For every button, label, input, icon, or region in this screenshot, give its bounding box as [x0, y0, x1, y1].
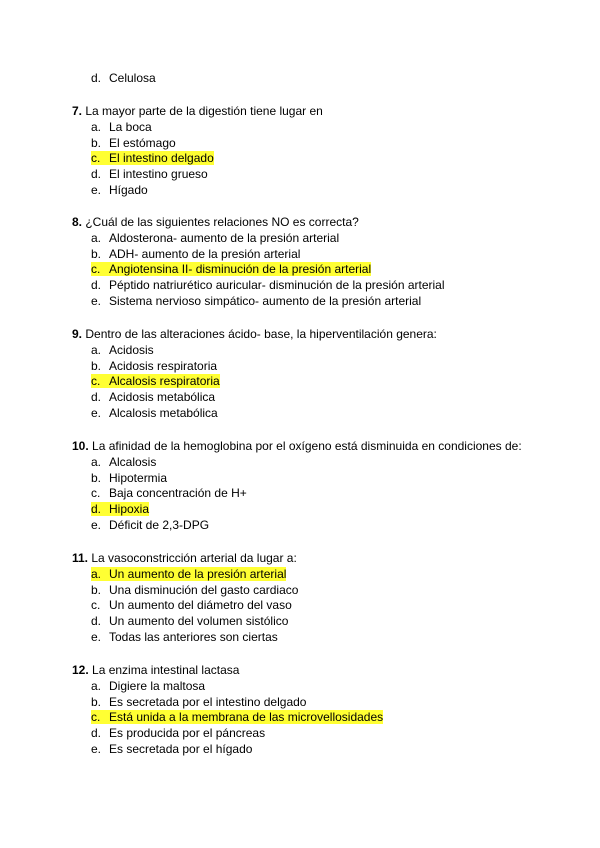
option-letter: c.	[91, 262, 101, 277]
option-text: Acidosis respiratoria	[109, 358, 218, 373]
option-text: Alcalosis respiratoria	[109, 374, 220, 389]
question-title	[72, 104, 592, 120]
option-b	[72, 583, 592, 599]
option-letter: a.	[91, 678, 102, 693]
option-a	[72, 343, 592, 359]
orphan-option	[91, 71, 156, 87]
option-c-highlighted	[72, 710, 592, 726]
option-text: El intestino grueso	[109, 167, 208, 182]
option-text: Alcalosis metabólica	[109, 405, 218, 420]
option-letter: c.	[91, 598, 101, 613]
option-letter: d.	[91, 502, 102, 517]
question-number: 12.	[72, 663, 89, 677]
option-a	[72, 455, 592, 471]
question-title	[72, 551, 592, 567]
option-d	[72, 390, 592, 406]
option-letter: d.	[91, 614, 102, 629]
option-letter: b.	[91, 358, 102, 373]
option-d	[72, 167, 592, 183]
option-c	[72, 486, 592, 502]
option-text: El intestino delgado	[109, 151, 214, 166]
option-a	[72, 231, 592, 247]
option-letter: c.	[91, 374, 101, 389]
option-text: Es producida por el páncreas	[109, 726, 266, 741]
question-text: La mayor parte de la digestión tiene lugar en	[82, 104, 323, 118]
option-b	[72, 136, 592, 152]
question-title	[72, 663, 592, 679]
option-letter: a.	[91, 342, 102, 357]
option-e	[72, 183, 592, 199]
option-text: La boca	[109, 119, 152, 134]
option-d-highlighted	[72, 502, 592, 518]
option-e	[72, 294, 592, 310]
question-number: 11.	[72, 551, 89, 565]
option-letter: d.	[91, 726, 102, 741]
option-text: El estómago	[109, 135, 176, 150]
option-text: Un aumento del volumen sistólico	[109, 614, 289, 629]
option-letter: b.	[91, 135, 102, 150]
option-letter: e.	[91, 405, 102, 420]
option-letter: a.	[91, 119, 102, 134]
option-list	[72, 455, 592, 534]
option-letter: e.	[91, 182, 102, 197]
question-text: Dentro de las alteraciones ácido- base, la hiperventilación genera:	[82, 327, 437, 341]
option-b	[72, 695, 592, 711]
option-b	[72, 359, 592, 375]
option-text: Aldosterona- aumento de la presión arterial	[109, 230, 340, 245]
question-text: La afinidad de la hemoglobina por el oxígeno está disminuida en condiciones de:	[88, 439, 522, 453]
question-title	[72, 215, 592, 231]
option-text: Una disminución del gasto cardiaco	[109, 582, 299, 597]
option-text: Es secretada por el hígado	[109, 741, 253, 756]
option-letter: a.	[91, 454, 102, 469]
option-d	[72, 278, 592, 294]
question-title	[72, 327, 592, 343]
option-letter: e.	[91, 741, 102, 756]
option-text: ADH- aumento de la presión arterial	[109, 246, 301, 261]
option-text: Alcalosis	[109, 454, 157, 469]
question-9	[72, 327, 592, 422]
option-letter: d.	[91, 71, 102, 85]
option-c-highlighted	[72, 151, 592, 167]
option-list	[72, 120, 592, 199]
question-text: ¿Cuál de las siguientes relaciones NO es correcta?	[82, 215, 359, 229]
question-text: La vasoconstricción arterial da lugar a:	[88, 551, 297, 565]
option-letter: b.	[91, 470, 102, 485]
question-text: La enzima intestinal lactasa	[88, 663, 240, 677]
option-c-highlighted	[72, 374, 592, 390]
option-text: Hipotermia	[109, 470, 168, 485]
option-a	[72, 120, 592, 136]
option-letter: d.	[91, 390, 102, 405]
option-text: Hígado	[109, 182, 148, 197]
option-letter: c.	[91, 710, 101, 725]
option-text: Déficit de 2,3-DPG	[109, 517, 210, 532]
option-letter: b.	[91, 694, 102, 709]
question-number: 7.	[72, 104, 83, 118]
option-letter: d.	[91, 278, 102, 293]
option-d	[72, 726, 592, 742]
question-number: 8.	[72, 215, 83, 229]
option-b	[72, 471, 592, 487]
option-text: Celulosa	[109, 71, 156, 85]
option-letter: e.	[91, 629, 102, 644]
option-letter: c.	[91, 486, 101, 501]
option-letter: a.	[91, 566, 102, 581]
option-list	[72, 343, 592, 422]
question-12	[72, 663, 592, 758]
option-text: Un aumento de la presión arterial	[109, 566, 287, 581]
option-text: Un aumento del diámetro del vaso	[109, 598, 292, 613]
option-letter: c.	[91, 151, 101, 166]
question-number: 9.	[72, 327, 83, 341]
option-a-highlighted	[72, 567, 592, 583]
option-text: Digiere la maltosa	[109, 678, 206, 693]
option-text: Hipoxia	[109, 502, 150, 517]
question-11	[72, 551, 592, 646]
option-letter: d.	[91, 167, 102, 182]
question-8	[72, 215, 592, 310]
question-number: 10.	[72, 439, 89, 453]
option-text: Angiotensina II- disminución de la presión arterial	[109, 262, 372, 277]
option-text: Todas las anteriores son ciertas	[109, 629, 278, 644]
option-text: Sistema nervioso simpático- aumento de la presión arterial	[109, 293, 422, 308]
option-a	[72, 679, 592, 695]
question-10	[72, 439, 592, 534]
option-text: Acidosis metabólica	[109, 390, 216, 405]
option-e	[72, 518, 592, 534]
option-b	[72, 247, 592, 263]
option-text: Está unida a la membrana de las microvellosidades	[109, 710, 384, 725]
option-c-highlighted	[72, 262, 592, 278]
option-letter: e.	[91, 517, 102, 532]
option-letter: a.	[91, 230, 102, 245]
option-text: Es secretada por el intestino delgado	[109, 694, 307, 709]
option-list	[72, 231, 592, 310]
question-7	[72, 104, 592, 199]
option-letter: b.	[91, 582, 102, 597]
option-text: Baja concentración de H+	[109, 486, 247, 501]
question-title	[72, 439, 592, 455]
option-letter: e.	[91, 293, 102, 308]
option-text: Péptido natriurético auricular- disminución de la presión arterial	[109, 278, 445, 293]
option-e	[72, 742, 592, 758]
option-text: Acidosis	[109, 342, 154, 357]
option-list	[72, 679, 592, 758]
option-e	[72, 406, 592, 422]
option-letter: b.	[91, 246, 102, 261]
option-c	[72, 598, 592, 614]
option-d	[72, 614, 592, 630]
option-list	[72, 567, 592, 646]
option-e	[72, 630, 592, 646]
